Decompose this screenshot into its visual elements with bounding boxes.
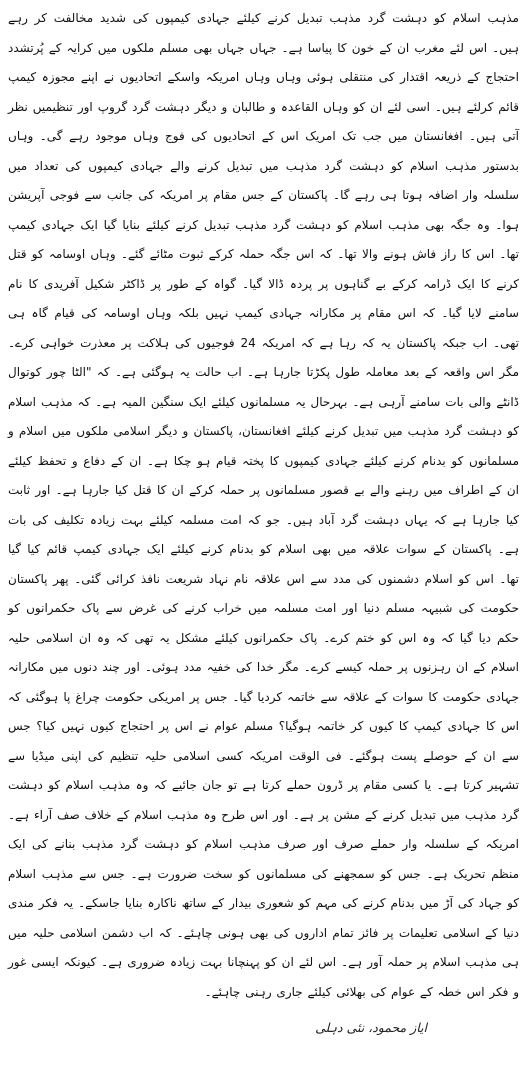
author-signature: ایاز محمود، نئی دہلی bbox=[315, 1020, 427, 1035]
article-page bbox=[6, 4, 523, 1079]
article-body: مذہب اسلام کو دہشت گرد مذہب تبدیل کرنے کیلئے جہادی کیمپوں کی شدید مخالفت کر رہے ہیں۔ اس لئے مغرب ان کے خون کا پیاسا ہے۔ جہاں جہاں بھی مسلم ملکوں میں کرایہ کے پُرتشدد احتجاج کے ذریعہ اقتدار کی منتقلی ہوئی وہاں وہاں امریکہ واسکے اتحادیوں نے اپنے مجوزہ کیمپ قائم کرلئے ہیں۔ اسی لئے ان کو وہاں القاعدہ و طالبان و دیگر دہشت گرد گروپ اور تنظیمیں نظر آتی ہیں۔ افغانستان میں جب تک امریک اس کے اتحادیوں کی فوج وہاں موجود رہے گی۔ وہاں بدستور مذہب اسلام کو دہشت گرد مذہب میں تبدیل کرنے والے جہادی کیمپوں کی تعداد میں سلسلہ وار اضافہ ہوتا ہی رہے گا۔ پاکستان کے جس مقام پر امریکہ کی جانب سے فوجی آپریشن ہوا۔ وہ جگہ بھی مذہب اسلام کو دہشت گرد مذہب تبدیل کرنے کیلئے بنایا گیا ایک جہادی کیمپ تھا۔ اس کا راز فاش ہونے والا تھا۔ کہ اس جگہ حملہ کرکے ثبوت مٹائے گئے۔ وہاں اوسامہ کو قتل کرنے کا ایک ڈرامہ کرکے بے گناہوں پر پردہ ڈالا گیا۔ گواہ کے طور پر ڈاکٹر شکیل آفریدی کا نام سامنے لایا گیا۔ کہ اس مقام پر مکارانہ جہادی کیمپ نہیں بلکہ وہاں اوسامہ کی قیام گاہ ہی تھی۔ اب جبکہ پاکستان یہ کہ رہا ہے کہ امریکہ 24 فوجیوں کی ہلاکت پر معذرت خواہی کرے۔ مگر اس واقعہ کے بعد معاملہ طول پکڑتا جارہا ہے۔ اب حالت یہ ہوگئی ہے۔ کہ "الٹا چور کوتوال ڈانٹے والی بات سامنے آرہی ہے۔ بہرحال یہ مسلمانوں کیلئے ایک سنگین المیہ ہے۔ کہ مذہب اسلام کو دہشت گرد مذہب میں تبدیل کرنے کیلئے افغانستان، پاکستان و دیگر اسلامی ملکوں میں اسلام و مسلمانوں کو بدنام کرنے کیلئے جہادی کیمپوں کا پختہ قیام ہو چکا ہے۔ ان کے دفاع و تحفظ کیلئے ان کے اطراف میں رہنے والے بے قصور مسلمانوں پر حملہ کرکے ان کا قتل کیا جارہا ہے۔ اور ثابت کیا جارہا ہے کہ یہاں دہشت گرد آباد ہیں۔ جو کہ امت مسلمہ کیلئے بہت زیادہ تکلیف کی بات ہے۔ پاکستان کے سوات علاقہ میں بھی اسلام کو بدنام کرنے کیلئے ایک جہادی کیمپ قائم کیا گیا تھا۔ اس کو اسلام دشمنوں کی مدد سے اس علاقہ نام نہاد شریعت نافذ کرائی گئی۔ پھر پاکستان حکومت کی شبیہہ مسلم دنیا اور امت مسلمہ میں خراب کرنے کی غرض سے پاک حکمرانوں کو حکم دیا گیا کہ وہ اس کو ختم کرے۔ پاک حکمرانوں کیلئے مشکل یہ تھی کہ وہ ان اسلامی حلیہ اسلام کے ان رہزنوں پر حملہ کیسے کرے۔ مگر خدا کی خفیہ مدد ہوئی۔ اور چند دنوں میں مکارانہ جہادی حکومت کا سوات کے علاقہ سے خاتمہ کردیا گیا۔ جس پر امریکی حکومت چراغ پا ہوگئی کہ اس کا جہادی کیمپ کا کیوں کر خاتمہ ہوگیا؟ مسلم عوام نے اس پر احتجاج کیوں نہیں کیا؟ جس سے ان کے حوصلے پست ہوگئے۔ فی الوقت امریکہ کسی اسلامی حلیہ تنظیم کی اپنی میڈیا سے تشہیر کرتا ہے۔ یا کسی مقام پر ڈرون حملے کرتا ہے تو جان جائیے کہ وہ مذہب اسلام کو دہشت گرد مذہب میں تبدیل کرنے کے مشن پر ہے۔ اور اس طرح وہ مذہب اسلام کے خلاف صف آراء ہے۔ امریکہ کے سلسلہ وار حملے صرف اور صرف مذہب اسلام کو دہشت گرد مذہب بنانے کی ایک منظم تحریک ہے۔ جس کو سمجھنے کی مسلمانوں کو سخت ضرورت ہے۔ جس سے مذہب اسلام کو جہاد کی آڑ میں بدنام کرنے کی مہم کو شعوری بیدار کے ساتھ ناکارہ بنایا جاسکے۔ یہ فکر مندی دنیا کے اسلامی تعلیمات پر فائز تمام اداروں کی بھی ہونی چاہئے۔ کہ اب دشمن اسلامی حلیہ میں ہی مذہب اسلام پر حملہ آور ہے۔ اس لئے ان کو پہنچانا بہت زیادہ ضروری ہے۔ کیونکہ ایسی غور و فکر اس خطہ کے عوام کی بھلائی کیلئے جاری رہنی چاہئے۔ bbox=[8, 11, 520, 999]
